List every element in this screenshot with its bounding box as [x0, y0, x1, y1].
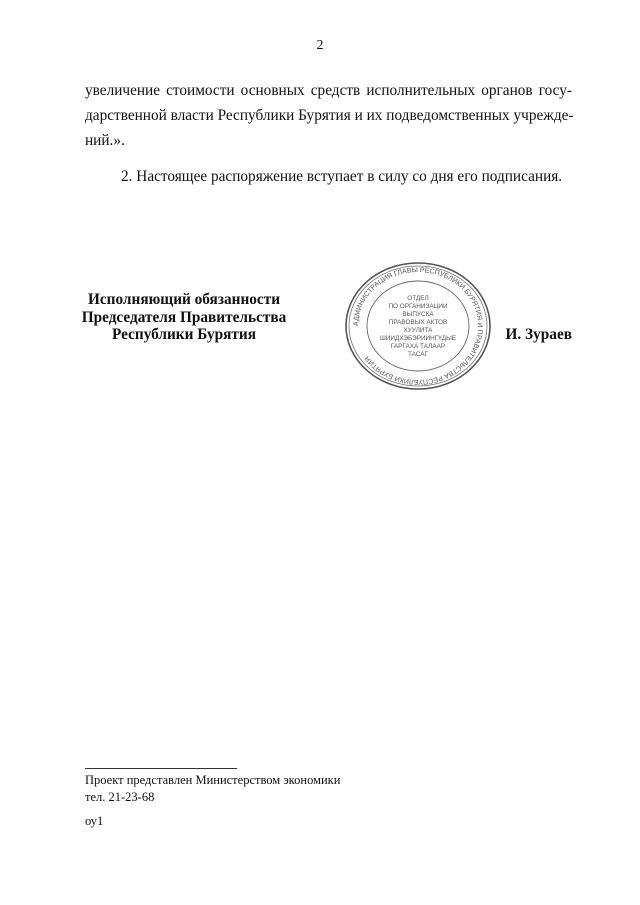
paragraph-continuation	[85, 78, 572, 153]
official-stamp	[343, 262, 493, 390]
paragraph-line: ний.».	[85, 132, 125, 149]
paragraph-item-2: 2. Настоящее распоряжение вступает в силу со дня его подписания.	[121, 168, 563, 185]
page-number: 2	[316, 38, 324, 53]
stamp-inner-line: ХУУЛИТА	[403, 327, 433, 334]
paragraph-line: увеличение стоимости основных средств исполнительных органов госу-	[85, 82, 572, 99]
stamp-outer-text: АДМИНИСТРАЦИЯ ГЛАВЫ РЕСПУБЛИКИ БУРЯТИЯ И ПРАВИТЕЛЬСТВА РЕСПУБЛИКИ БУРЯТИЯ	[352, 266, 484, 386]
footer-prepared-by: Проект представлен Министерством экономики	[85, 773, 341, 787]
stamp-inner-line: ОТДЕЛ	[407, 295, 429, 302]
footer-code: оу1	[85, 814, 104, 828]
footer-phone: тел. 21-23-68	[85, 790, 155, 804]
stamp-inner-line: ВЫПУСКА	[402, 311, 434, 318]
footer-divider	[85, 768, 237, 769]
stamp-inner-line: ПО ОРГАНИЗАЦИИ	[388, 303, 448, 310]
signatory-name: И. Зураев	[505, 326, 572, 343]
signatory-title-line: Председателя Правительства	[81, 308, 287, 326]
signatory-title	[64, 291, 304, 344]
stamp-inner-line: ТАСАГ	[407, 351, 429, 358]
paragraph-line: дарственной власти Республики Бурятия и их подведомственных учрежде-	[85, 107, 574, 124]
stamp-inner-line: ШИИДХЭБЭРИИНГҮДЫЕ	[379, 335, 457, 342]
stamp-inner-line: ГАРГАХА ТАЛААР	[390, 343, 446, 350]
stamp-inner-line: ПРАВОВЫХ АКТОВ	[388, 319, 448, 326]
signatory-title-line: Республики Бурятия	[111, 326, 257, 343]
signatory-title-line: Исполняющий обязанности	[87, 291, 281, 308]
